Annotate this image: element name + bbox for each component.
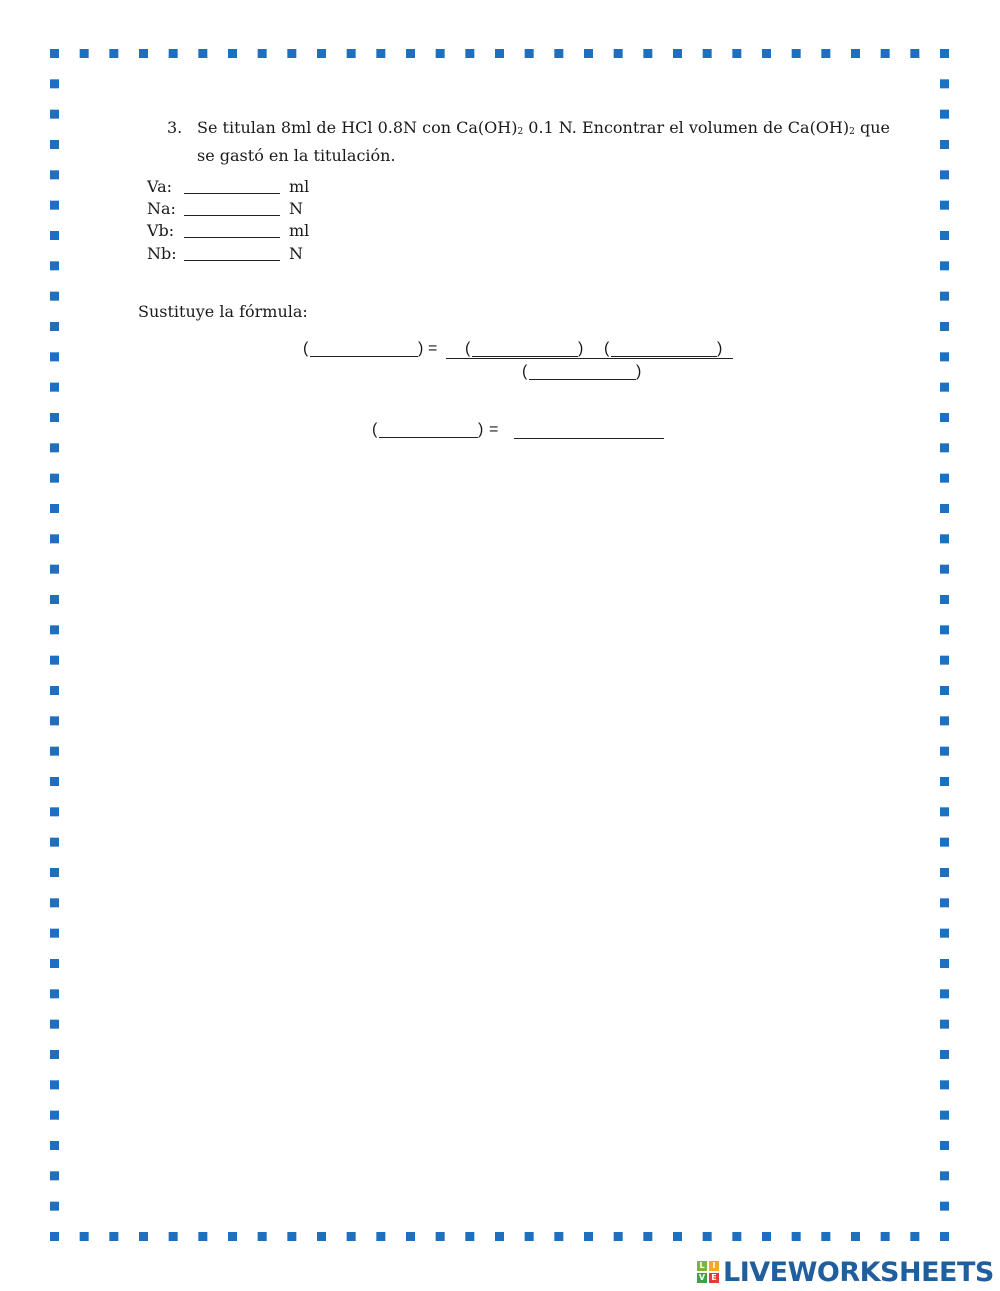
border-square (940, 807, 949, 816)
border-square (228, 1232, 237, 1241)
border-square (50, 49, 59, 58)
border-square (50, 716, 59, 725)
border-square (940, 625, 949, 634)
border-square (258, 1232, 267, 1241)
border-square (525, 49, 534, 58)
border-square (940, 231, 949, 240)
liveworksheets-logo (697, 1257, 994, 1287)
border-square (940, 352, 949, 361)
border-square (50, 565, 59, 574)
border-square (50, 413, 59, 422)
border-square (940, 534, 949, 543)
border-square (198, 49, 207, 58)
border-square (881, 1232, 890, 1241)
border-square (940, 565, 949, 574)
border-square (673, 1232, 682, 1241)
border-square (851, 1232, 860, 1241)
border-square (940, 49, 949, 58)
border-square (910, 1232, 919, 1241)
border-square (465, 49, 474, 58)
final-answer-blank[interactable] (514, 438, 664, 439)
border-square (495, 1232, 504, 1241)
border-square (940, 1141, 949, 1150)
border-square (940, 868, 949, 877)
denominator-blank[interactable] (529, 379, 636, 380)
vb-blank[interactable] (184, 237, 280, 238)
formula-result-blank[interactable] (310, 356, 418, 357)
question-3 (167, 116, 897, 167)
na-blank[interactable] (184, 215, 280, 216)
border-square (940, 1020, 949, 1029)
border-square (554, 49, 563, 58)
instruction-text: Sustituye la fórmula: (138, 302, 308, 321)
border-square (940, 747, 949, 756)
border-square (50, 1202, 59, 1211)
border-square (50, 807, 59, 816)
question-text: Se titulan 8ml de HCl 0.8N con $Ca(OH)_2$ 0.1 N. Encontrar el volumen de $Ca(OH)_2$ que se gastó en la titulación. (197, 118, 890, 165)
border-square (940, 959, 949, 968)
numerator-blank-2[interactable] (611, 356, 717, 357)
border-square (614, 49, 623, 58)
border-square (614, 1232, 623, 1241)
border-square (703, 1232, 712, 1241)
border-square (50, 595, 59, 604)
border-square (940, 777, 949, 786)
border-square (50, 352, 59, 361)
border-square (940, 170, 949, 179)
border-square (287, 1232, 296, 1241)
border-square (554, 1232, 563, 1241)
border-square (940, 898, 949, 907)
border-square (762, 49, 771, 58)
border-square (940, 1202, 949, 1211)
border-square (732, 1232, 741, 1241)
border-square (910, 49, 919, 58)
border-square (50, 989, 59, 998)
border-square (406, 49, 415, 58)
final-variable-blank[interactable] (379, 437, 478, 438)
border-square (50, 898, 59, 907)
border-square (50, 1111, 59, 1120)
border-square (940, 1080, 949, 1089)
border-square (643, 1232, 652, 1241)
border-square (228, 49, 237, 58)
border-square (50, 292, 59, 301)
border-square (50, 625, 59, 634)
border-square (50, 686, 59, 695)
border-square (347, 1232, 356, 1241)
border-square (50, 1171, 59, 1180)
nb-blank[interactable] (184, 260, 280, 261)
border-square (940, 595, 949, 604)
border-square (703, 49, 712, 58)
numerator-blank-1[interactable] (472, 356, 578, 357)
border-square (762, 1232, 771, 1241)
border-square (50, 1232, 59, 1241)
border-square (940, 1111, 949, 1120)
border-square (584, 1232, 593, 1241)
border-square (50, 79, 59, 88)
border-square (169, 49, 178, 58)
border-square (50, 170, 59, 179)
border-square (258, 49, 267, 58)
border-square (940, 838, 949, 847)
brand-name: LIVEWORKSHEETS (723, 1256, 994, 1288)
border-square (50, 1141, 59, 1150)
border-square (50, 868, 59, 877)
border-square (584, 49, 593, 58)
border-square (940, 1171, 949, 1180)
border-square (940, 1232, 949, 1241)
border-square (732, 49, 741, 58)
border-square (940, 504, 949, 513)
border-square (525, 1232, 534, 1241)
va-blank[interactable] (184, 193, 280, 194)
border-square (792, 49, 801, 58)
border-square (940, 686, 949, 695)
border-square (940, 201, 949, 210)
border-square (940, 716, 949, 725)
border-square (139, 49, 148, 58)
border-square (347, 49, 356, 58)
border-square (50, 504, 59, 513)
border-square (50, 110, 59, 119)
border-square (940, 383, 949, 392)
border-square (436, 49, 445, 58)
border-square (406, 1232, 415, 1241)
border-square (198, 1232, 207, 1241)
border-square (376, 1232, 385, 1241)
border-square (792, 1232, 801, 1241)
border-square (50, 656, 59, 665)
border-square (940, 322, 949, 331)
border-square (50, 201, 59, 210)
border-square (940, 989, 949, 998)
border-square (317, 49, 326, 58)
border-square (50, 474, 59, 483)
border-square (50, 929, 59, 938)
border-square (50, 747, 59, 756)
border-square (436, 1232, 445, 1241)
border-square (50, 322, 59, 331)
border-square (50, 261, 59, 270)
border-square (376, 49, 385, 58)
border-square (643, 49, 652, 58)
border-square (940, 110, 949, 119)
border-square (50, 838, 59, 847)
border-square (50, 534, 59, 543)
border-square (80, 49, 89, 58)
border-square (940, 656, 949, 665)
border-square (50, 140, 59, 149)
border-square (821, 49, 830, 58)
border-square (109, 49, 118, 58)
border-square (50, 383, 59, 392)
question-number: 3. (167, 118, 183, 137)
border-square (940, 261, 949, 270)
border-square (50, 231, 59, 240)
border-square (940, 292, 949, 301)
border-square (317, 1232, 326, 1241)
border-square (851, 49, 860, 58)
border-square (940, 443, 949, 452)
border-square (940, 929, 949, 938)
border-square (169, 1232, 178, 1241)
border-square (109, 1232, 118, 1241)
border-square (940, 413, 949, 422)
border-square (940, 140, 949, 149)
border-square (821, 1232, 830, 1241)
fraction-bar (446, 358, 733, 359)
border-square (50, 1050, 59, 1059)
border-square (881, 49, 890, 58)
border-square (287, 49, 296, 58)
border-square (50, 959, 59, 968)
border-square (673, 49, 682, 58)
live-badge-icon: L I V E (697, 1261, 719, 1283)
border-square (50, 1020, 59, 1029)
border-square (940, 1050, 949, 1059)
border-square (50, 777, 59, 786)
border-square (465, 1232, 474, 1241)
border-square (50, 443, 59, 452)
border-square (495, 49, 504, 58)
border-square (940, 474, 949, 483)
border-square (940, 79, 949, 88)
border-square (139, 1232, 148, 1241)
border-square (50, 1080, 59, 1089)
border-square (80, 1232, 89, 1241)
